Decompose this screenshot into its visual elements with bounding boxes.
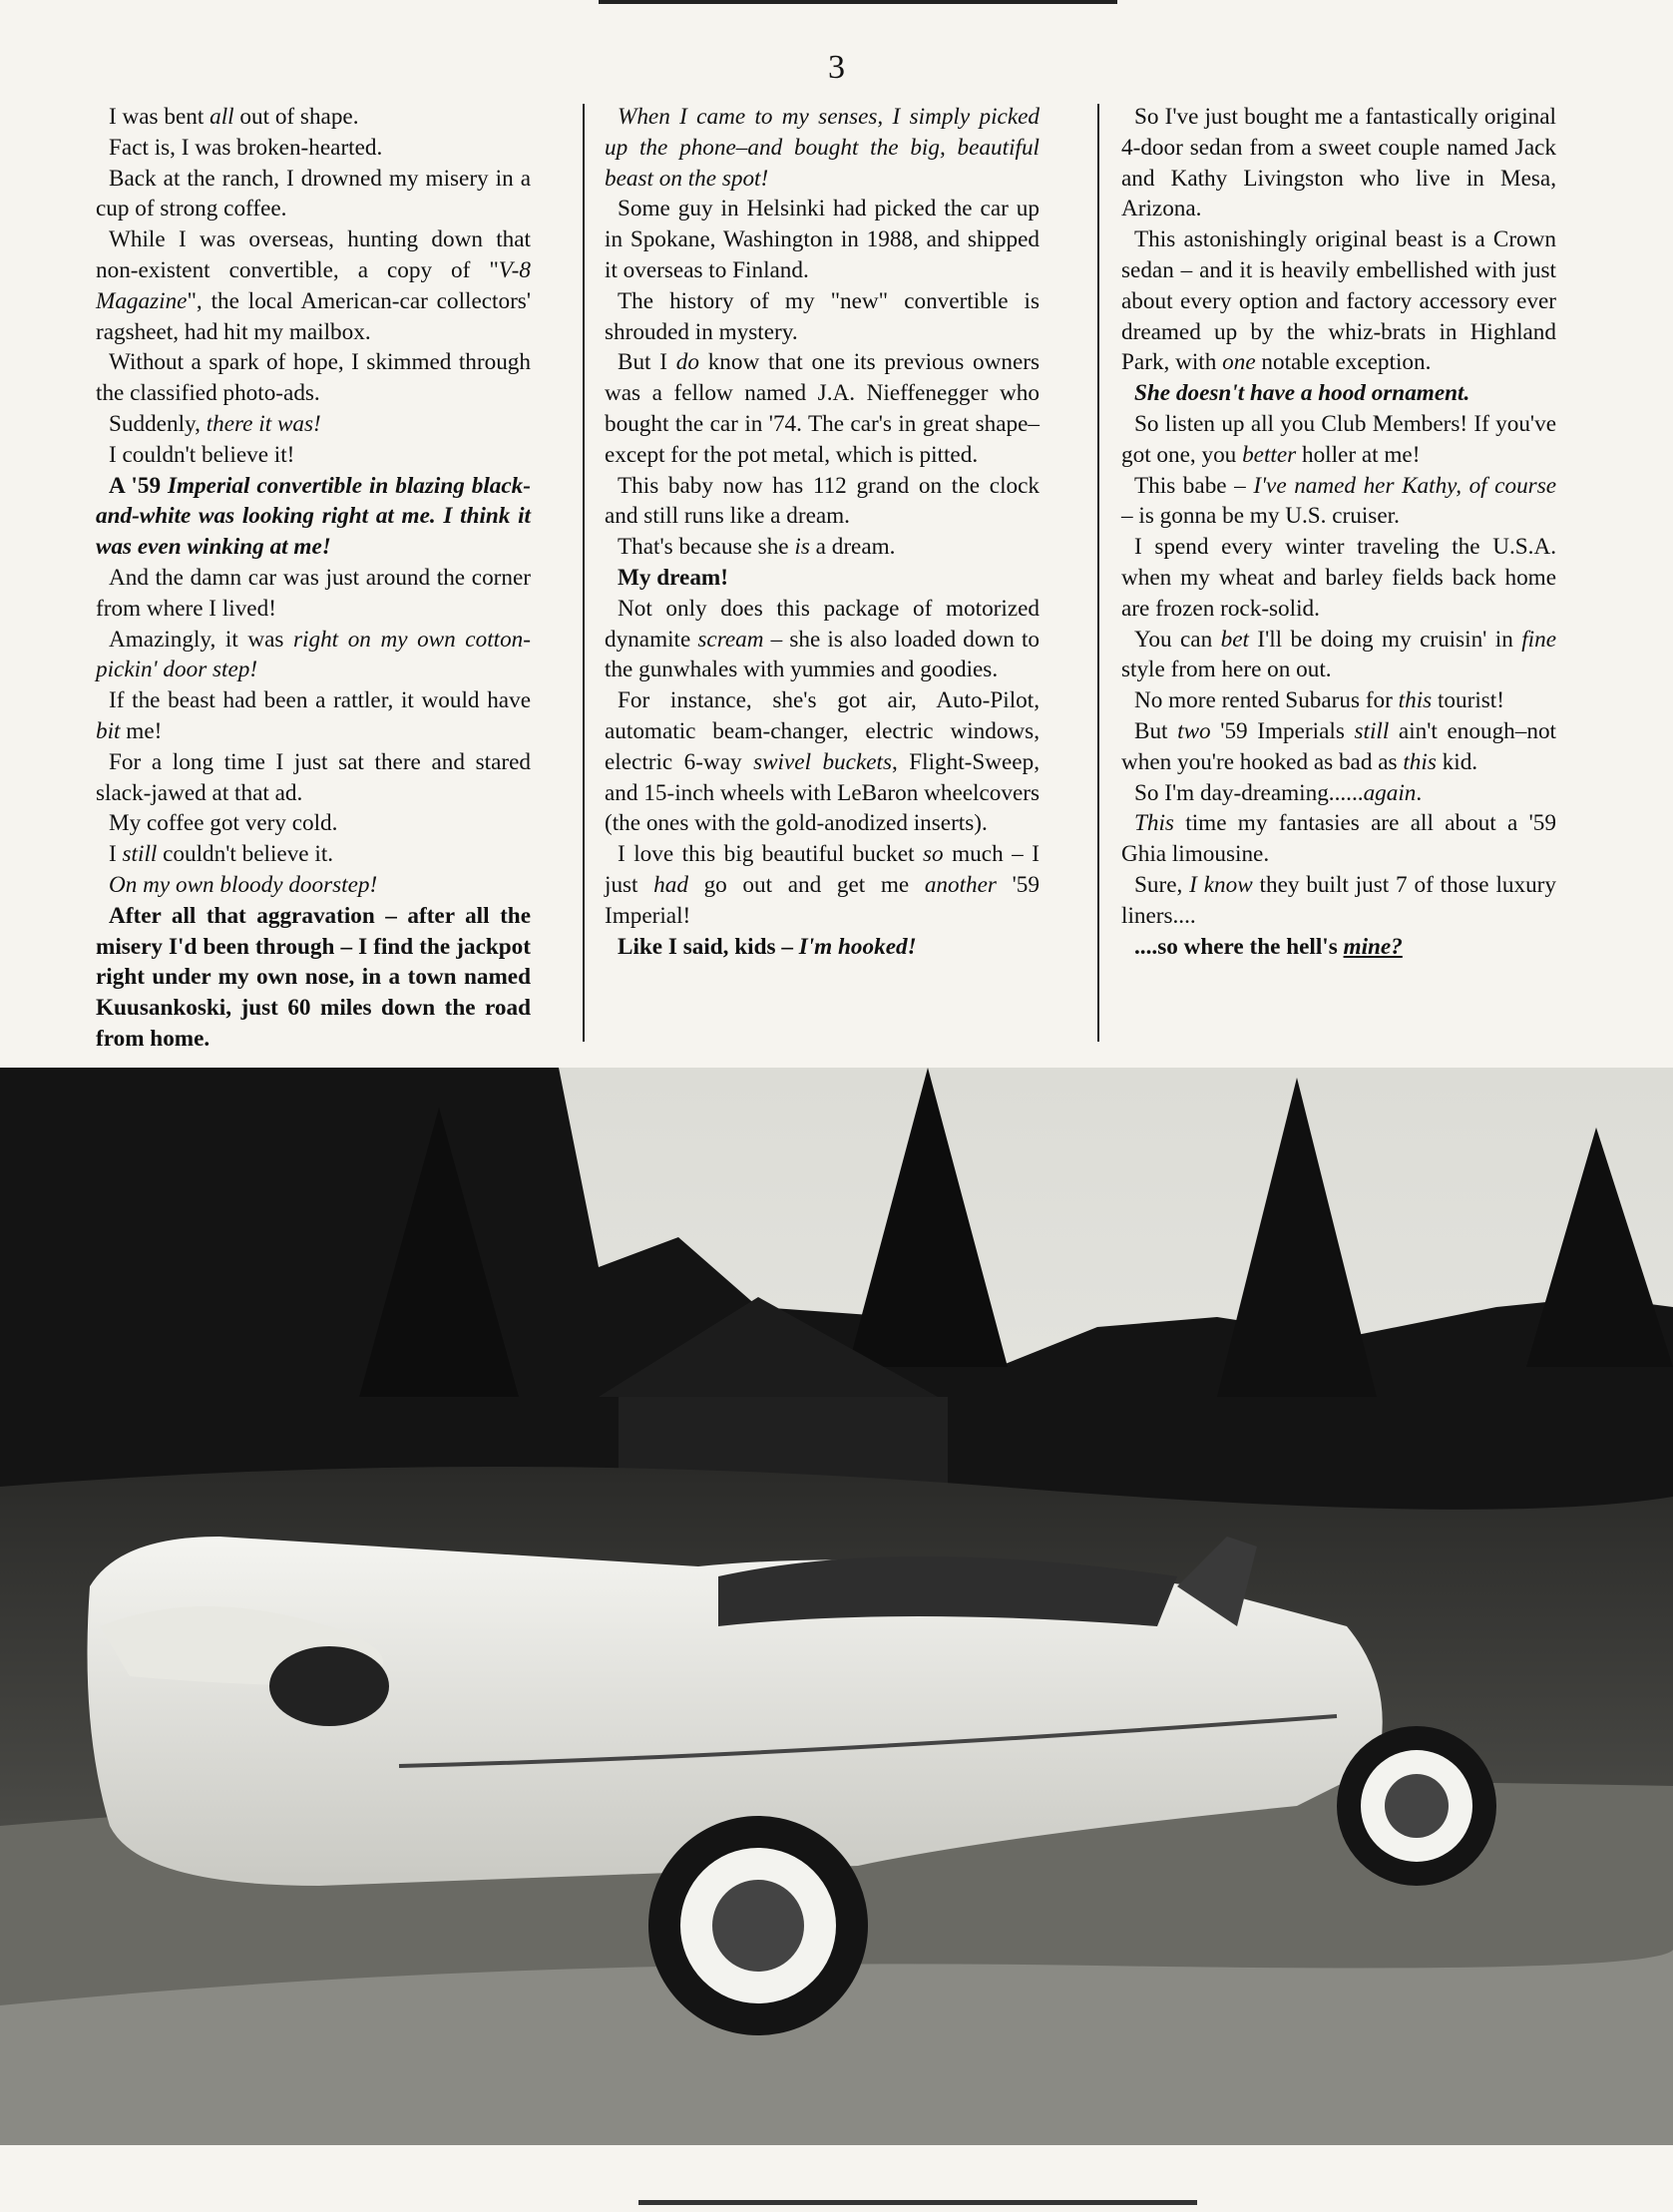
paragraph bbox=[605, 532, 1040, 563]
text-run: – she is also loaded down to the gunwhales with yummies and goodies. bbox=[605, 626, 1040, 683]
paragraph bbox=[1121, 532, 1556, 624]
text-run: But I bbox=[618, 349, 676, 376]
text-run: After all that aggravation – after all the misery I'd been through – I find the jackpot right under my own nose, in a town named Kuusankoski, just 60 miles down the road from home. bbox=[96, 902, 531, 1052]
article-column-3 bbox=[1121, 102, 1556, 962]
paragraph bbox=[1121, 625, 1556, 686]
text-run: Like I said, kids – bbox=[618, 933, 799, 960]
text-run: I've named her Kathy, of course bbox=[1253, 472, 1557, 499]
paragraph bbox=[96, 870, 531, 901]
paragraph bbox=[96, 440, 531, 471]
text-run: Back at the ranch, I drowned my misery in a cup of strong coffee. bbox=[96, 165, 531, 222]
column-divider bbox=[583, 104, 585, 1042]
paragraph bbox=[96, 224, 531, 347]
page-number: 3 bbox=[828, 49, 845, 86]
paragraph bbox=[1121, 378, 1556, 409]
column-divider bbox=[1097, 104, 1099, 1042]
paragraph bbox=[1121, 932, 1556, 963]
text-run: ain't enough–not when you're hooked as bad as bbox=[1121, 717, 1556, 775]
text-run: bet bbox=[1220, 626, 1249, 653]
paragraph bbox=[96, 133, 531, 164]
text-run: So I've just bought me a fantastically original 4-door sedan from a sweet couple named Jack and Kathy Livingston who live in Mesa, Arizona. bbox=[1121, 104, 1556, 222]
paragraph bbox=[1121, 102, 1556, 224]
text-run: . bbox=[1416, 779, 1423, 806]
paragraph bbox=[1121, 224, 1556, 378]
text-run: You can bbox=[1134, 626, 1221, 653]
text-run: style from here on out. bbox=[1121, 657, 1332, 683]
text-run: is bbox=[794, 534, 810, 561]
text-run: out of shape. bbox=[233, 104, 359, 130]
text-run: Not only does this package of motorized dynamite bbox=[605, 595, 1040, 653]
top-rule bbox=[599, 0, 1117, 4]
text-run: A '59 bbox=[109, 472, 168, 499]
paragraph bbox=[605, 563, 1040, 594]
text-run: go out and get me bbox=[687, 871, 925, 898]
text-run: scream bbox=[697, 626, 764, 653]
article-column-2 bbox=[605, 102, 1040, 962]
text-run: this bbox=[1398, 687, 1433, 714]
paragraph bbox=[605, 932, 1040, 963]
paragraph bbox=[605, 839, 1040, 931]
text-run: I'm hooked! bbox=[798, 933, 917, 960]
text-run: I love this big beautiful bucket bbox=[618, 841, 924, 868]
text-run: This astonishingly original beast is a Crown sedan – and it is heavily embellished with just about every option and factory accessory ever dreamed up by the whiz-brats in Highland Park, with bbox=[1121, 226, 1556, 376]
text-run: had bbox=[653, 871, 688, 898]
text-run: ", the local American-car collectors' ragsheet, had hit my mailbox. bbox=[96, 287, 531, 345]
text-run: another bbox=[924, 871, 997, 898]
paragraph bbox=[605, 286, 1040, 348]
text-run: I know bbox=[1189, 871, 1253, 898]
text-run: For a long time I just sat there and stared slack-jawed at that ad. bbox=[96, 748, 531, 806]
text-run: , Flight-Sweep, and 15-inch wheels with LeBaron wheelcovers (the ones with the gold-anodized inserts). bbox=[605, 748, 1040, 837]
text-run: still bbox=[122, 841, 158, 868]
text-run: This baby now has 112 grand on the clock and still runs like a dream. bbox=[605, 472, 1040, 530]
paragraph bbox=[1121, 778, 1556, 809]
text-run: much – I just bbox=[605, 841, 1040, 898]
paragraph bbox=[1121, 808, 1556, 870]
paragraph bbox=[605, 102, 1040, 194]
paragraph bbox=[1121, 685, 1556, 716]
text-run: This babe – bbox=[1134, 472, 1254, 499]
text-run: Imperial convertible in blazing black-and-white was looking right at me. I think it was even winking at me! bbox=[96, 472, 531, 561]
text-run: so bbox=[923, 841, 944, 868]
text-run: a dream. bbox=[809, 534, 896, 561]
paragraph bbox=[96, 164, 531, 225]
text-run: Sure, bbox=[1134, 871, 1190, 898]
paragraph bbox=[605, 347, 1040, 470]
paragraph bbox=[1121, 471, 1556, 533]
text-run: Amazingly, it was bbox=[109, 626, 294, 653]
text-run: I was bent bbox=[109, 104, 210, 130]
text-run: me! bbox=[120, 717, 163, 744]
text-run: this bbox=[1403, 748, 1437, 775]
paragraph bbox=[96, 839, 531, 870]
text-run: time my fantasies are all about a '59 Ghia limousine. bbox=[1121, 810, 1556, 868]
paragraph bbox=[605, 194, 1040, 285]
text-run: fine bbox=[1521, 626, 1556, 653]
text-run: And the damn car was just around the corner from where I lived! bbox=[96, 564, 531, 622]
text-run: mine? bbox=[1343, 933, 1403, 960]
paragraph bbox=[605, 685, 1040, 839]
text-run: holler at me! bbox=[1296, 441, 1421, 468]
paragraph bbox=[96, 471, 531, 563]
text-run: swivel buckets bbox=[753, 748, 892, 775]
text-run: '59 Imperial! bbox=[605, 871, 1040, 929]
paragraph bbox=[1121, 870, 1556, 932]
text-run: know that one its previous owners was a fellow named J.A. Nieffenegger who bought the car in '74. The car's in great shape–except for the pot metal, which is pitted. bbox=[605, 349, 1040, 468]
text-run: they built just 7 of those luxury liners.... bbox=[1121, 871, 1556, 929]
text-run: Fact is, I was broken-hearted. bbox=[109, 134, 383, 161]
paragraph bbox=[96, 563, 531, 625]
paragraph bbox=[1121, 409, 1556, 471]
text-run: notable exception. bbox=[1255, 349, 1432, 376]
text-run: all bbox=[209, 104, 234, 130]
text-run: So I'm day-dreaming...... bbox=[1134, 779, 1364, 806]
paragraph bbox=[96, 102, 531, 133]
text-run: She doesn't have a hood ornament. bbox=[1134, 380, 1470, 407]
text-run: This bbox=[1134, 810, 1174, 837]
text-run: still bbox=[1354, 717, 1390, 744]
paragraph bbox=[96, 747, 531, 809]
paragraph bbox=[96, 409, 531, 440]
text-run: That's because she bbox=[618, 534, 795, 561]
text-run: I spend every winter traveling the U.S.A. when my wheat and barley fields back home are frozen rock-solid. bbox=[1121, 534, 1556, 622]
text-run: While I was overseas, hunting down that non-existent convertible, a copy of " bbox=[96, 226, 531, 283]
text-run: two bbox=[1177, 717, 1211, 744]
text-run: one bbox=[1222, 349, 1256, 376]
text-run: On my own bloody doorstep! bbox=[109, 871, 378, 898]
text-run: tourist! bbox=[1432, 687, 1504, 714]
text-run: bit bbox=[96, 717, 121, 744]
text-run: I'll be doing my cruisin' in bbox=[1248, 626, 1522, 653]
text-run: couldn't believe it. bbox=[157, 841, 334, 868]
text-run: I bbox=[109, 841, 123, 868]
paragraph bbox=[96, 347, 531, 409]
article-column-1 bbox=[96, 102, 531, 1055]
paragraph bbox=[96, 685, 531, 747]
text-run: My coffee got very cold. bbox=[109, 810, 338, 837]
text-run: So listen up all you Club Members! If you've got one, you bbox=[1121, 410, 1556, 468]
text-run: kid. bbox=[1436, 748, 1478, 775]
text-run: better bbox=[1242, 441, 1297, 468]
text-run: When I came to my senses, I simply picked up the phone–and bought the big, beautiful beast on the spot! bbox=[605, 104, 1040, 192]
text-run: The history of my "new" convertible is shrouded in mystery. bbox=[605, 287, 1040, 345]
paragraph bbox=[605, 594, 1040, 685]
paragraph bbox=[605, 471, 1040, 533]
bottom-rule bbox=[638, 2200, 1197, 2205]
paragraph bbox=[96, 808, 531, 839]
text-run: '59 Imperials bbox=[1210, 717, 1355, 744]
text-run: My dream! bbox=[618, 564, 728, 591]
text-run: ....so where the hell's bbox=[1134, 933, 1344, 960]
text-run: again bbox=[1363, 779, 1417, 806]
car-photo bbox=[0, 1068, 1673, 2145]
text-run: there it was! bbox=[206, 410, 321, 437]
text-run: No more rented Subarus for bbox=[1134, 687, 1399, 714]
text-run: I couldn't believe it! bbox=[109, 441, 295, 468]
text-run: Suddenly, bbox=[109, 410, 207, 437]
paragraph bbox=[96, 625, 531, 686]
text-run: For instance, she's got air, Auto-Pilot, automatic beam-changer, electric windows, electric 6-way bbox=[605, 687, 1040, 775]
text-run: But bbox=[1134, 717, 1178, 744]
text-run: – is gonna be my U.S. cruiser. bbox=[1121, 503, 1400, 530]
text-run: right on my own cotton-pickin' door step! bbox=[96, 626, 531, 683]
text-run: If the beast had been a rattler, it would have bbox=[109, 687, 531, 714]
paragraph bbox=[96, 901, 531, 1055]
text-run: V-8 Magazine bbox=[96, 256, 531, 314]
text-run: Without a spark of hope, I skimmed through the classified photo-ads. bbox=[96, 349, 531, 407]
paragraph bbox=[1121, 716, 1556, 778]
text-run: Some guy in Helsinki had picked the car up in Spokane, Washington in 1988, and shipped it overseas to Finland. bbox=[605, 196, 1040, 283]
text-run: do bbox=[675, 349, 699, 376]
